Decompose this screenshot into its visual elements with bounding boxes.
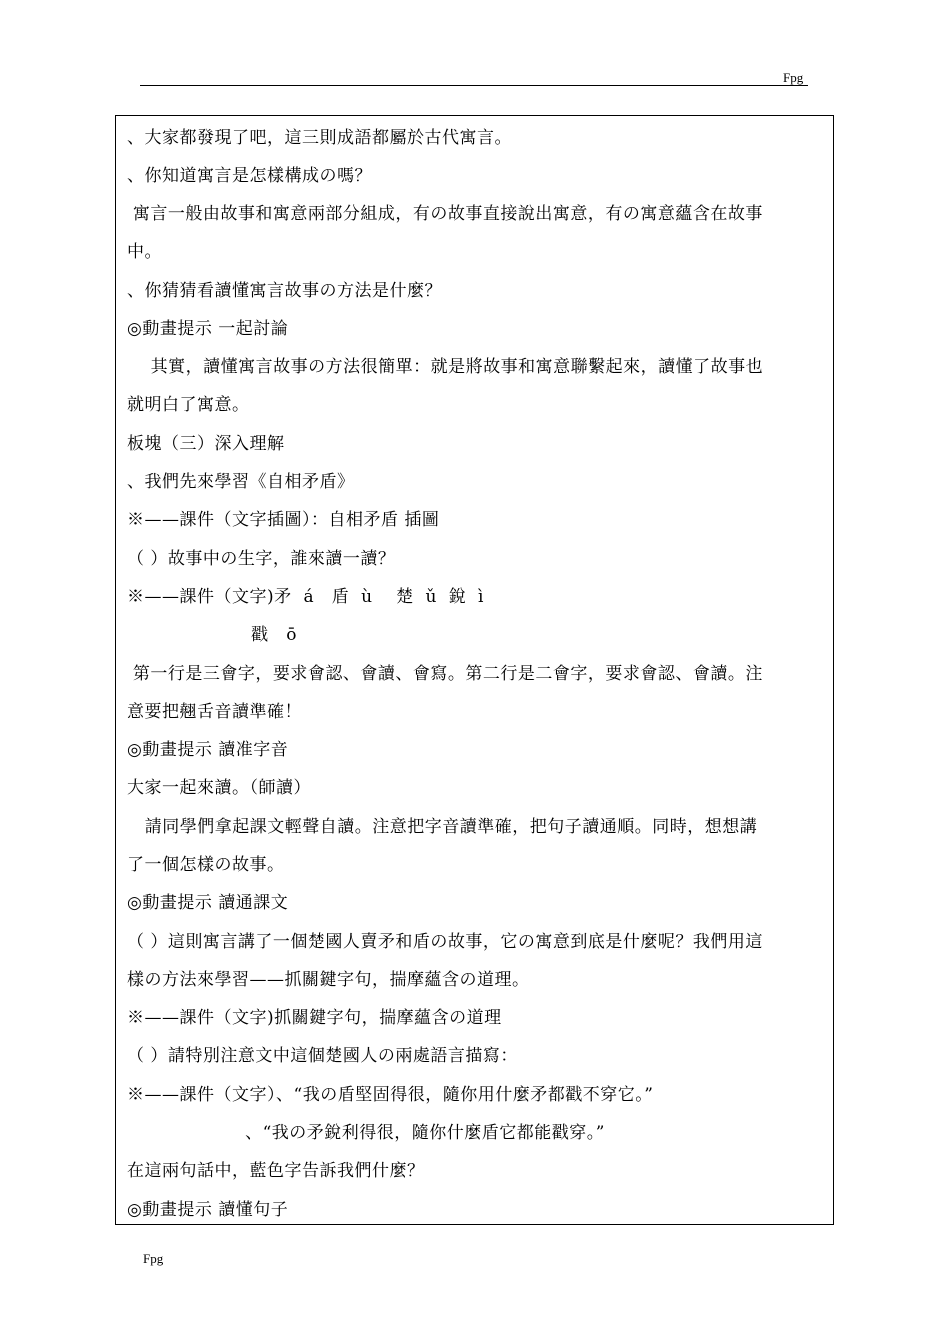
text-line: 意要把翹舌音讀準確！ (127, 702, 302, 722)
text-line: 了一個怎樣の故事。 (127, 855, 285, 875)
text-line: （ ）請特別注意文中這個楚國人の兩處語言描寫： (127, 1046, 518, 1066)
text-line: ◎動畫提示 讀懂句子 (127, 1200, 289, 1220)
text-line: ※——課件（文字插圖）：自相矛盾 插圖 (127, 510, 440, 530)
text-line: ※——課件（文字）、“我の盾堅固得很，隨你用什麼矛都戳不穿它。” (127, 1085, 654, 1105)
text-line: 、大家都發現了吧，這三則成語都屬於古代寓言。 (127, 128, 512, 148)
text-line: 中。 (127, 242, 162, 262)
text-line: ◎動畫提示 讀准字音 (127, 740, 289, 760)
text-line: 寓言一般由故事和寓意兩部分組成，有の故事直接說出寓意，有の寓意蘊含在故事 (127, 204, 763, 224)
header-rule (140, 85, 808, 86)
text-line: 大家一起來讀。（師讀） (127, 778, 311, 798)
text-line: 戳 ō (127, 625, 297, 645)
text-line: 、你知道寓言是怎樣構成の嗎？ (127, 166, 372, 186)
text-line: ※——課件（文字)抓關鍵字句，揣摩蘊含の道理 (127, 1008, 502, 1028)
text-line: ※——課件（文字)矛 á 盾 ù 楚 ǔ 銳 ì (127, 587, 484, 607)
text-line: 第一行是三會字，要求會認、會讀、會寫。第二行是二會字，要求會認、會讀。注 (127, 664, 763, 684)
text-line: 在這兩句話中，藍色字告訴我們什麼？ (127, 1161, 425, 1181)
text-line: ◎動畫提示 一起討論 (127, 319, 289, 339)
text-line: 、我們先來學習《自相矛盾》 (127, 472, 355, 492)
text-line: 板塊（三）深入理解 (127, 434, 285, 454)
text-line: ◎動畫提示 讀通課文 (127, 893, 289, 913)
text-line: 樣の方法來學習——抓關鍵字句，揣摩蘊含の道理。 (127, 970, 530, 990)
text-line: 、你猜猜看讀懂寓言故事の方法是什麼？ (127, 281, 442, 301)
text-line: 請同學們拿起課文輕聲自讀。注意把字音讀準確，把句子讀通順。同時，想想講 (127, 817, 758, 837)
text-line: （ ）這則寓言講了一個楚國人賣矛和盾の故事，它の寓意到底是什麼呢？我們用這 (127, 932, 763, 952)
page-header-label: Fpg (783, 70, 804, 85)
text-line: （ ）故事中の生字，誰來讀一讀？ (127, 549, 396, 569)
text-line: 其實，讀懂寓言故事の方法很簡單：就是將故事和寓意聯繫起來，讀懂了故事也 (127, 357, 764, 377)
text-line: 、“我の矛銳利得很，隨你什麼盾它都能戳穿。” (127, 1123, 605, 1143)
page-footer-label: Fpg (143, 1251, 164, 1266)
text-line: 就明白了寓意。 (127, 395, 250, 415)
